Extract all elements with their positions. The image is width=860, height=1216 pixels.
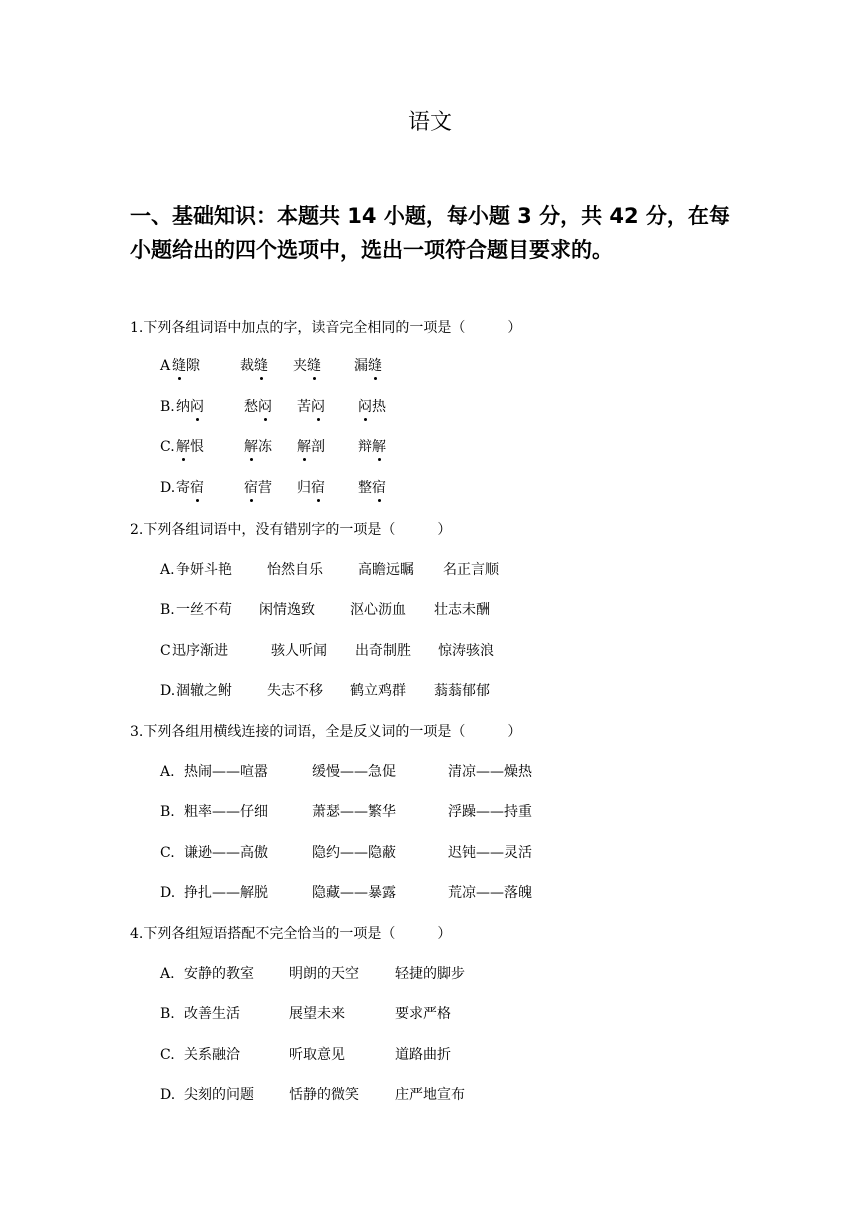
q2-option-d-word-2: 失志不移 xyxy=(267,683,323,699)
question-1-stem: 1.下列各组词语中加点的字，读音完全相同的一项是（ ） xyxy=(130,320,522,336)
q2-option-c-word-3: 出奇制胜 xyxy=(355,643,411,659)
q1-option-d-word-2: 宿营 xyxy=(244,480,272,496)
q4-option-a-word-3: 轻捷的脚步 xyxy=(395,966,465,982)
q2-option-c-word-2: 骇人听闻 xyxy=(271,643,327,659)
q3-option-d-label: D. xyxy=(160,885,176,901)
q3-option-d-word-2: 隐藏——暴露 xyxy=(312,885,396,901)
q3-option-d-word-3: 荒凉——落魄 xyxy=(448,885,532,901)
question-4-stem: 4.下列各组短语搭配不完全恰当的一项是（ ） xyxy=(130,926,452,942)
q4-option-c-word-3: 道路曲折 xyxy=(395,1047,451,1063)
q1-option-b-word-1: 纳闷 xyxy=(176,399,204,415)
q3-option-c-word-1: 谦逊——高傲 xyxy=(184,845,268,861)
q1-option-d-word-4: 整宿 xyxy=(358,480,386,496)
q1-option-b-label: B. xyxy=(160,399,175,415)
q4-option-c-word-1: 关系融洽 xyxy=(184,1047,240,1063)
q1-option-d-word-3: 归宿 xyxy=(297,480,325,496)
q3-option-b-word-2: 萧瑟——繁华 xyxy=(312,804,396,820)
q2-option-c-word-1: 迅序渐进 xyxy=(172,643,228,659)
q1-option-d-label: D. xyxy=(160,480,176,496)
q2-option-c-label: C xyxy=(160,643,171,659)
q4-option-d-label: D. xyxy=(160,1087,176,1103)
q1-option-d-word-1: 寄宿 xyxy=(176,480,204,496)
question-2-stem: 2.下列各组词语中，没有错别字的一项是（ ） xyxy=(130,522,452,538)
q1-option-a-word-3: 夹缝 xyxy=(293,358,321,374)
q3-option-b-label: B. xyxy=(160,804,175,820)
q3-option-b-word-1: 粗率——仔细 xyxy=(184,804,268,820)
q4-option-a-word-1: 安静的教室 xyxy=(184,966,254,982)
q2-option-a-word-1: 争妍斗艳 xyxy=(176,562,232,578)
q3-option-a-word-2: 缓慢——急促 xyxy=(312,764,396,780)
q4-option-d-word-1: 尖刻的问题 xyxy=(184,1087,254,1103)
q4-option-b-word-3: 要求严格 xyxy=(395,1006,451,1022)
page-title: 语文 xyxy=(407,110,452,135)
q4-option-a-label: A. xyxy=(160,966,175,982)
q2-option-a-label: A. xyxy=(160,562,175,578)
q4-option-c-label: C. xyxy=(160,1047,175,1063)
q1-option-a-word-2: 裁缝 xyxy=(240,358,268,374)
q3-option-a-label: A. xyxy=(160,764,175,780)
q2-option-a-word-4: 名正言顺 xyxy=(443,562,499,578)
q1-option-a-label: A xyxy=(160,358,171,374)
q4-option-d-word-3: 庄严地宣布 xyxy=(395,1087,465,1103)
q3-option-c-label: C. xyxy=(160,845,175,861)
q1-option-c-word-1: 解恨 xyxy=(176,439,204,455)
q3-option-b-word-3: 浮躁——持重 xyxy=(448,804,532,820)
q4-option-b-word-1: 改善生活 xyxy=(184,1006,240,1022)
q1-option-b-word-4: 闷热 xyxy=(358,399,386,415)
q3-option-a-word-3: 清凉——燥热 xyxy=(448,764,532,780)
q4-option-c-word-2: 听取意见 xyxy=(289,1047,345,1063)
q2-option-d-word-1: 涸辙之鲋 xyxy=(176,683,232,699)
q2-option-b-word-4: 壮志未酬 xyxy=(434,602,490,618)
q4-option-a-word-2: 明朗的天空 xyxy=(289,966,359,982)
q2-option-b-word-2: 闲情逸致 xyxy=(259,602,315,618)
q2-option-b-word-1: 一丝不苟 xyxy=(176,602,232,618)
q1-option-b-word-2: 愁闷 xyxy=(244,399,272,415)
q2-option-a-word-3: 高瞻远瞩 xyxy=(358,562,414,578)
q2-option-b-label: B. xyxy=(160,602,175,618)
q1-option-c-word-2: 解冻 xyxy=(244,439,272,455)
q2-option-d-label: D. xyxy=(160,683,176,699)
q2-option-a-word-2: 怡然自乐 xyxy=(267,562,323,578)
q1-option-b-word-3: 苦闷 xyxy=(297,399,325,415)
q3-option-c-word-3: 迟钝——灵活 xyxy=(448,845,532,861)
q4-option-d-word-2: 恬静的微笑 xyxy=(289,1087,359,1103)
q4-option-b-label: B. xyxy=(160,1006,175,1022)
q1-option-c-word-3: 解剖 xyxy=(297,439,325,455)
q1-option-a-word-1: 缝隙 xyxy=(172,358,200,374)
q1-option-a-word-4: 漏缝 xyxy=(354,358,382,374)
q3-option-c-word-2: 隐约——隐蔽 xyxy=(312,845,396,861)
q4-option-b-word-2: 展望未来 xyxy=(289,1006,345,1022)
q2-option-b-word-3: 沤心沥血 xyxy=(350,602,406,618)
q1-option-c-label: C. xyxy=(160,439,175,455)
q1-option-c-word-4: 辩解 xyxy=(358,439,386,455)
q2-option-c-word-4: 惊涛骇浪 xyxy=(438,643,494,659)
q2-option-d-word-3: 鹤立鸡群 xyxy=(350,683,406,699)
q3-option-d-word-1: 挣扎——解脱 xyxy=(184,885,268,901)
q3-option-a-word-1: 热闹——喧嚣 xyxy=(184,764,268,780)
section-heading: 一、基础知识：本题共 14 小题，每小题 3 分，共 42 分，在每小题给出的四个选项中，选出一项符合题目要求的。 xyxy=(130,204,730,262)
q2-option-d-word-4: 蓊蓊郁郁 xyxy=(434,683,490,699)
question-3-stem: 3.下列各组用横线连接的词语，全是反义词的一项是（ ） xyxy=(130,724,522,740)
